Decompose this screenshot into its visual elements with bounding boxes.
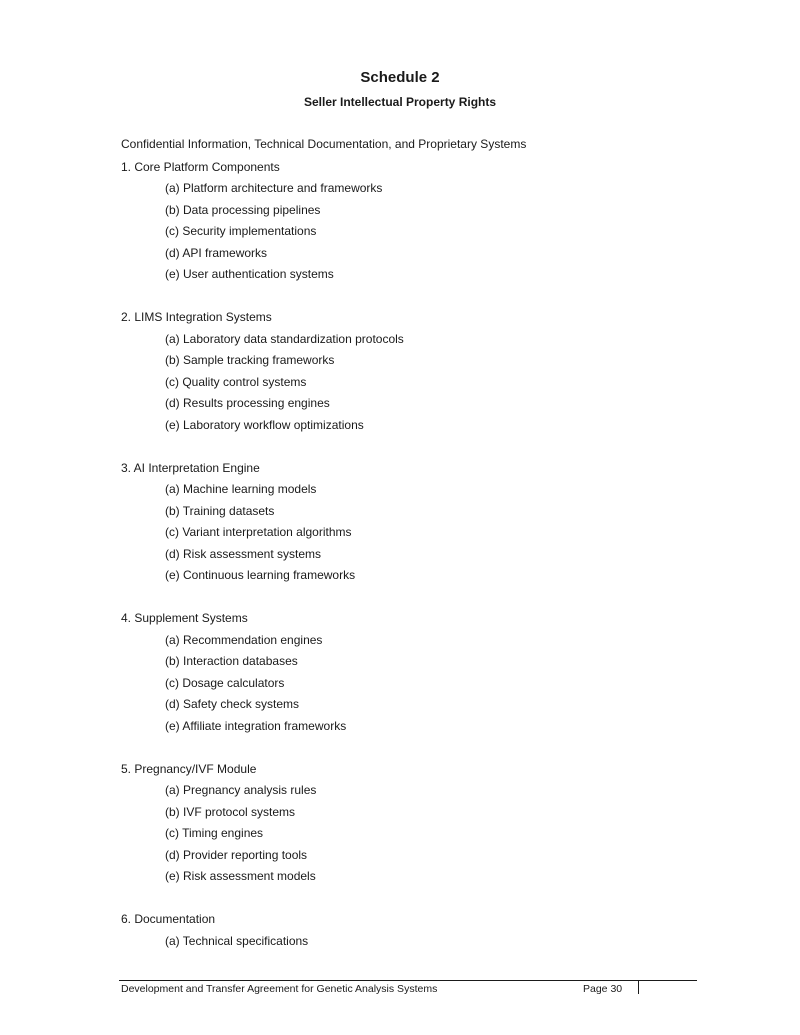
section-sub-item: (b) Training datasets [165,503,275,518]
section-sub-item: (b) Interaction databases [165,654,298,668]
section-heading: 6. Documentation [121,912,216,926]
section-heading: 5. Pregnancy/IVF Module [121,761,257,776]
section-sub-item: (d) Results processing engines [165,396,330,410]
footer-agreement-title: Development and Transfer Agreement for Genetic Analysis Systems [121,983,438,995]
section-sub-item: (e) Risk assessment models [165,869,316,883]
section-sub-item: (b) Sample tracking frameworks [165,353,335,367]
intro-line: Confidential Information, Technical Documentation, and Proprietary Systems [121,137,527,151]
section-sub-item: (c) Dosage calculators [165,675,285,690]
section-sub-item: (a) Recommendation engines [165,632,323,647]
section-sub-item: (c) Quality control systems [165,374,307,389]
section-sub-item: (d) Safety check systems [165,697,300,711]
section [121,759,721,888]
section-sub-item: (e) Laboratory workflow optimizations [165,417,364,432]
section-list [121,157,721,974]
section-sub-item: (d) Risk assessment systems [165,546,322,561]
section-sub-item: (d) API frameworks [165,245,268,260]
section-sub-item: (b) Data processing pipelines [165,202,321,217]
schedule-subtitle: Seller Intellectual Property Rights [303,95,497,109]
section [121,307,721,436]
schedule-title: Schedule 2 [360,69,440,86]
section-sub-item: (e) Affiliate integration frameworks [165,718,347,733]
section-sub-item: (c) Variant interpretation algorithms [165,525,352,539]
section-sub-item: (a) Pregnancy analysis rules [165,783,317,797]
section-sub-item: (d) Provider reporting tools [165,847,308,862]
section [121,157,721,286]
section-heading: 1. Core Platform Components [121,159,280,174]
section-sub-item: (b) IVF protocol systems [165,804,296,819]
section-sub-item: (c) Security implementations [165,224,317,238]
section [121,458,721,587]
section-sub-item: (a) Technical specifications [165,933,309,948]
section-heading: 4. Supplement Systems [121,611,248,625]
section-sub-item: (a) Machine learning models [165,482,317,496]
section-sub-item: (a) Platform architecture and frameworks [165,181,383,195]
section-sub-item: (e) User authentication systems [165,267,334,281]
section-sub-item: (e) Continuous learning frameworks [165,568,356,582]
section-sub-item: (a) Laboratory data standardization protocols [165,331,404,346]
section [121,909,721,952]
footer-page-number: Page 30 [583,983,623,995]
section-sub-item: (c) Timing engines [165,826,264,840]
section [121,608,721,737]
footer-vertical-rule [638,981,639,994]
section-heading: 2. LIMS Integration Systems [121,310,272,324]
section-heading: 3. AI Interpretation Engine [121,460,260,475]
footer-divider [119,980,697,981]
